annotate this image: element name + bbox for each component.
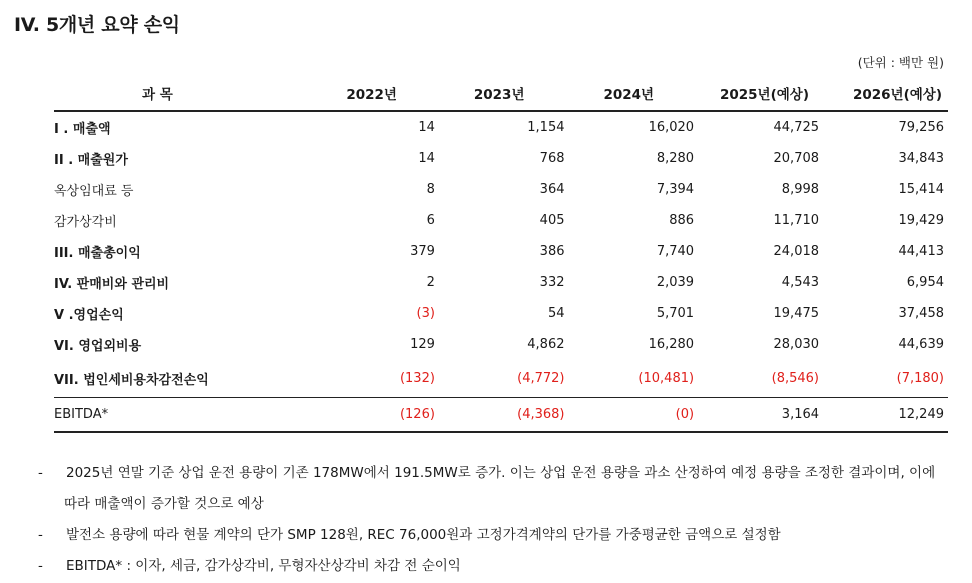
value-cell: 5,701 <box>656 306 695 321</box>
value-cell: 16,020 <box>648 120 695 135</box>
value-cell: 37,458 <box>898 306 944 321</box>
value-cell: 44,413 <box>898 244 944 259</box>
value-cell: (8,546) <box>771 371 820 386</box>
value-cell: 24,018 <box>773 244 820 259</box>
value-cell: 12,249 <box>819 398 948 433</box>
value-cell: 379 <box>410 244 435 259</box>
value-cell: 28,030 <box>773 337 820 352</box>
value-cell: 54 <box>547 306 565 321</box>
value-cell: (4,772) <box>517 371 565 386</box>
row-label: 감가상각비 <box>54 215 117 230</box>
value-cell: 1,154 <box>527 120 565 135</box>
header-year-2024: 2024년 <box>565 76 695 111</box>
value-cell: 11,710 <box>773 213 820 228</box>
value-cell: 44,725 <box>773 120 820 135</box>
value-cell: 886 <box>669 213 695 228</box>
value-cell: (10,481) <box>638 371 695 386</box>
value-cell: 20,708 <box>773 151 820 166</box>
table-row <box>54 143 948 174</box>
note-text: 2025년 연말 기준 상업 운전 용량이 기존 178MW에서 191.5MW로 증가. 이는 상업 운전 용량을 과소 산정하여 예정 용량을 조정한 결과이며, 이에 <box>66 465 936 481</box>
value-cell: (126) <box>305 398 435 433</box>
row-label: V .영업손익 <box>54 308 124 323</box>
unit-label: (단위 : 백만 원) <box>857 55 944 70</box>
row-label: III. 매출총이익 <box>54 246 141 261</box>
value-cell: 8,998 <box>781 182 820 197</box>
table-row-ebitda <box>54 398 948 433</box>
value-cell: 14 <box>418 151 435 166</box>
value-cell: 332 <box>539 275 565 290</box>
note-text: 발전소 용량에 따라 현물 계약의 단가 SMP 128원, REC 76,000원과 고정가격계약의 단가를 가중평균한 금액으로 설정함 <box>66 527 781 543</box>
row-label: IV. 판매비와 관리비 <box>54 277 170 292</box>
value-cell: (132) <box>399 371 435 386</box>
value-cell: 4,862 <box>527 337 565 352</box>
table-row <box>54 360 948 398</box>
value-cell: (0) <box>565 398 695 433</box>
note-text-continued: 따라 매출액이 증가할 것으로 예상 <box>64 496 264 512</box>
table-row <box>54 267 948 298</box>
header-year-2025: 2025년(예상) <box>694 76 819 111</box>
header-year-2026: 2026년(예상) <box>819 76 948 111</box>
row-label: EBITDA* <box>54 398 305 433</box>
value-cell: 2,039 <box>656 275 695 290</box>
value-cell: 386 <box>539 244 565 259</box>
row-label: 옥상임대료 등 <box>54 184 134 199</box>
table-header-row <box>54 76 948 111</box>
note-item <box>38 458 958 520</box>
value-cell: 405 <box>539 213 565 228</box>
row-label: II . 매출원가 <box>54 153 128 168</box>
value-cell: 16,280 <box>648 337 695 352</box>
value-cell: 34,843 <box>898 151 944 166</box>
value-cell: 19,475 <box>773 306 820 321</box>
value-cell: 364 <box>539 182 565 197</box>
value-cell: 79,256 <box>898 120 944 135</box>
note-item <box>38 520 958 551</box>
table-row <box>54 205 948 236</box>
value-cell: 3,164 <box>694 398 819 433</box>
header-year-2023: 2023년 <box>435 76 565 111</box>
row-label: VII. 법인세비용차감전손익 <box>54 373 209 388</box>
value-cell: (4,368) <box>435 398 565 433</box>
header-account: 과 목 <box>54 76 305 111</box>
table-row <box>54 174 948 205</box>
table-row <box>54 236 948 267</box>
value-cell: 8,280 <box>656 151 695 166</box>
row-label: VI. 영업외비용 <box>54 339 142 354</box>
note-dash: - <box>38 558 43 574</box>
note-item <box>38 551 958 582</box>
value-cell: 8 <box>426 182 435 197</box>
value-cell: 44,639 <box>898 337 944 352</box>
header-year-2022: 2022년 <box>305 76 435 111</box>
value-cell: 6,954 <box>906 275 944 290</box>
table-row <box>54 329 948 360</box>
value-cell: 19,429 <box>898 213 944 228</box>
value-cell: 6 <box>426 213 435 228</box>
table-row <box>54 298 948 329</box>
row-label: I . 매출액 <box>54 122 111 137</box>
value-cell: (3) <box>416 306 435 321</box>
value-cell: (7,180) <box>896 371 944 386</box>
value-cell: 7,740 <box>656 244 695 259</box>
note-dash: - <box>38 527 43 543</box>
value-cell: 129 <box>410 337 435 352</box>
income-summary-table <box>54 76 948 433</box>
section-title: IV. 5개년 요약 손익 <box>14 14 180 36</box>
value-cell: 4,543 <box>781 275 820 290</box>
value-cell: 768 <box>539 151 565 166</box>
value-cell: 15,414 <box>898 182 944 197</box>
notes-list <box>38 458 958 582</box>
table-row <box>54 111 948 143</box>
value-cell: 14 <box>418 120 435 135</box>
value-cell: 2 <box>426 275 435 290</box>
note-text: EBITDA* : 이자, 세금, 감가상각비, 무형자산상각비 차감 전 순이익 <box>66 558 461 574</box>
note-dash: - <box>38 465 43 481</box>
value-cell: 7,394 <box>656 182 695 197</box>
